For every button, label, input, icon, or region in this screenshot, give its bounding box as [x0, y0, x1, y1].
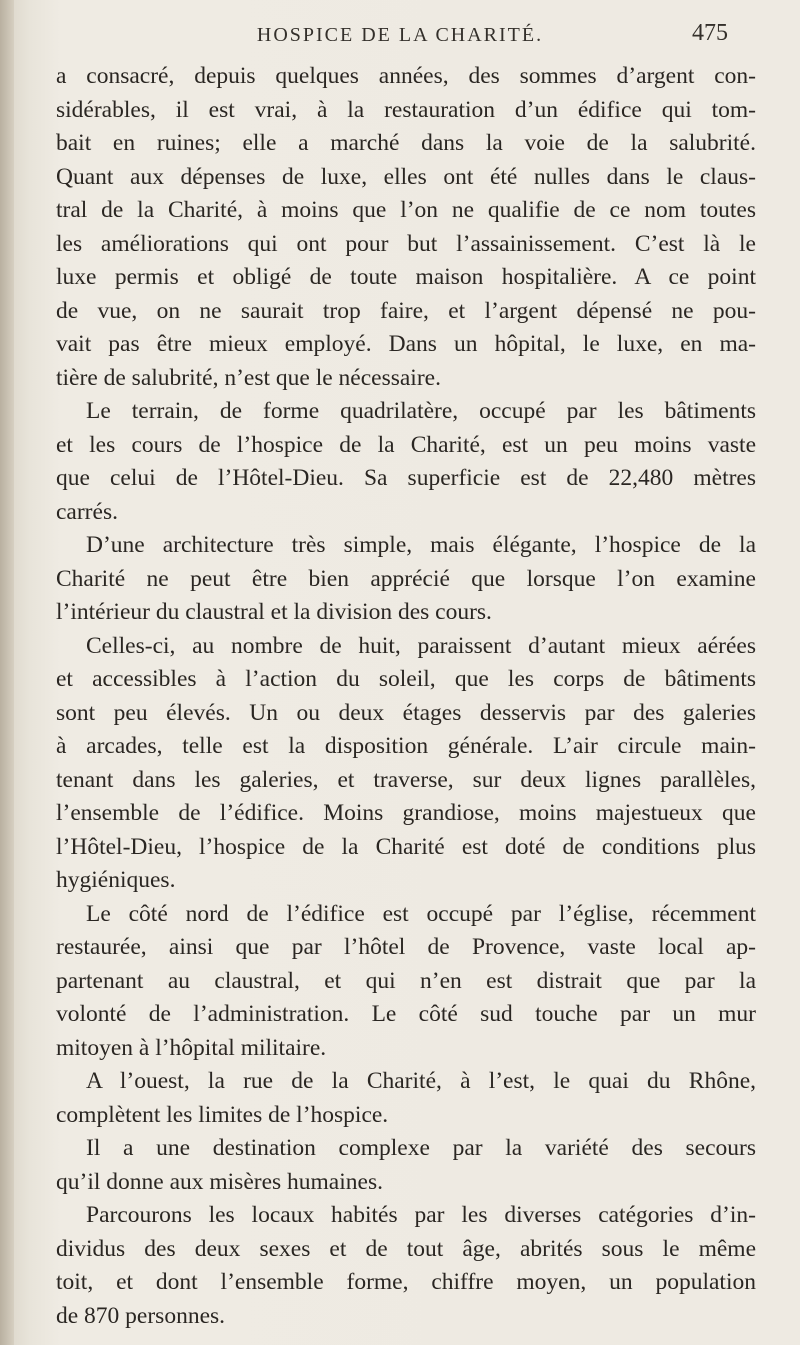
running-head	[60, 20, 750, 60]
text-line: D’une architecture très simple, mais élégante, l’hospice de la	[86, 532, 756, 558]
text-line: sidérables, il est vrai, à la restauration d’un édifice qui tom-	[56, 96, 756, 123]
text-line: complètent les limites de l’hospice.	[56, 1101, 389, 1128]
text-line: et accessibles à l’action du soleil, que les corps de bâtiments	[56, 666, 756, 692]
page-number: 475	[692, 20, 728, 46]
text-line: à arcades, telle est la disposition générale. L’air circule main-	[56, 733, 756, 759]
text-line: tral de la Charité, à moins que l’on ne qualifie de ce nom toutes	[56, 197, 756, 223]
text-line: carrés.	[56, 498, 118, 525]
text-line: partenant au claustral, et qui n’en est distrait que par la	[56, 967, 756, 994]
text-line: luxe permis et obligé de toute maison hospitalière. A ce point	[56, 264, 756, 290]
text-line: bait en ruines; elle a marché dans la voie de la salubrité.	[56, 130, 756, 156]
text-line: volonté de l’administration. Le côté sud touche par un mur	[56, 1001, 756, 1027]
text-line: Celles-ci, au nombre de huit, paraissent d’autant mieux aérées	[86, 632, 756, 659]
text-line: les améliorations qui ont pour but l’assainissement. C’est là le	[56, 230, 756, 257]
text-line: A l’ouest, la rue de la Charité, à l’est, le quai du Rhône,	[86, 1068, 756, 1094]
text-line: tenant dans les galeries, et traverse, sur deux lignes parallèles,	[56, 766, 756, 793]
text-line: vait pas être mieux employé. Dans un hôpital, le luxe, en ma-	[56, 331, 756, 357]
text-line: l’ensemble de l’édifice. Moins grandiose, moins majestueux que	[56, 800, 756, 826]
text-line: Le terrain, de forme quadrilatère, occupé par les bâtiments	[86, 398, 756, 424]
text-line: sont peu élevés. Un ou deux étages desservis par des galeries	[56, 699, 756, 726]
page-gutter	[0, 0, 14, 1345]
text-line: restaurée, ainsi que par l’hôtel de Provence, vaste local ap-	[56, 934, 756, 960]
text-line: de 870 personnes.	[56, 1302, 226, 1329]
text-line: Parcourons les locaux habités par les diverses catégories d’in-	[86, 1202, 756, 1228]
text-line: hygiéniques.	[56, 867, 176, 893]
text-line: Quant aux dépenses de luxe, elles ont été nulles dans le claus-	[56, 163, 756, 190]
text-line: de vue, on ne saurait trop faire, et l’argent dépensé ne pou-	[56, 297, 756, 324]
text-line: l’Hôtel-Dieu, l’hospice de la Charité est doté de conditions plus	[56, 833, 756, 860]
text-line: dividus des deux sexes et de tout âge, abrités sous le même	[56, 1235, 756, 1262]
text-line: que celui de l’Hôtel-Dieu. Sa superficie est de 22,480 mètres	[56, 465, 756, 491]
text-line: mitoyen à l’hôpital militaire.	[56, 1034, 327, 1061]
text-line: tière de salubrité, n’est que le nécessaire.	[56, 364, 441, 391]
text-line: Le côté nord de l’édifice est occupé par l’église, récemment	[86, 900, 756, 927]
text-line: qu’il donne aux misères humaines.	[56, 1168, 383, 1195]
text-line: toit, et dont l’ensemble forme, chiffre moyen, un population	[56, 1269, 756, 1295]
text-line: Charité ne peut être bien apprécié que lorsque l’on examine	[56, 565, 756, 592]
running-title: HOSPICE DE LA CHARITÉ.	[256, 24, 544, 46]
text-line: a consacré, depuis quelques années, des sommes d’argent con-	[56, 63, 756, 89]
body-text	[56, 60, 756, 1333]
text-line: l’intérieur du claustral et la division des cours.	[56, 599, 492, 625]
text-line: et les cours de l’hospice de la Charité, est un peu moins vaste	[56, 431, 756, 458]
text-line: Il a une destination complexe par la variété des secours	[86, 1135, 756, 1161]
